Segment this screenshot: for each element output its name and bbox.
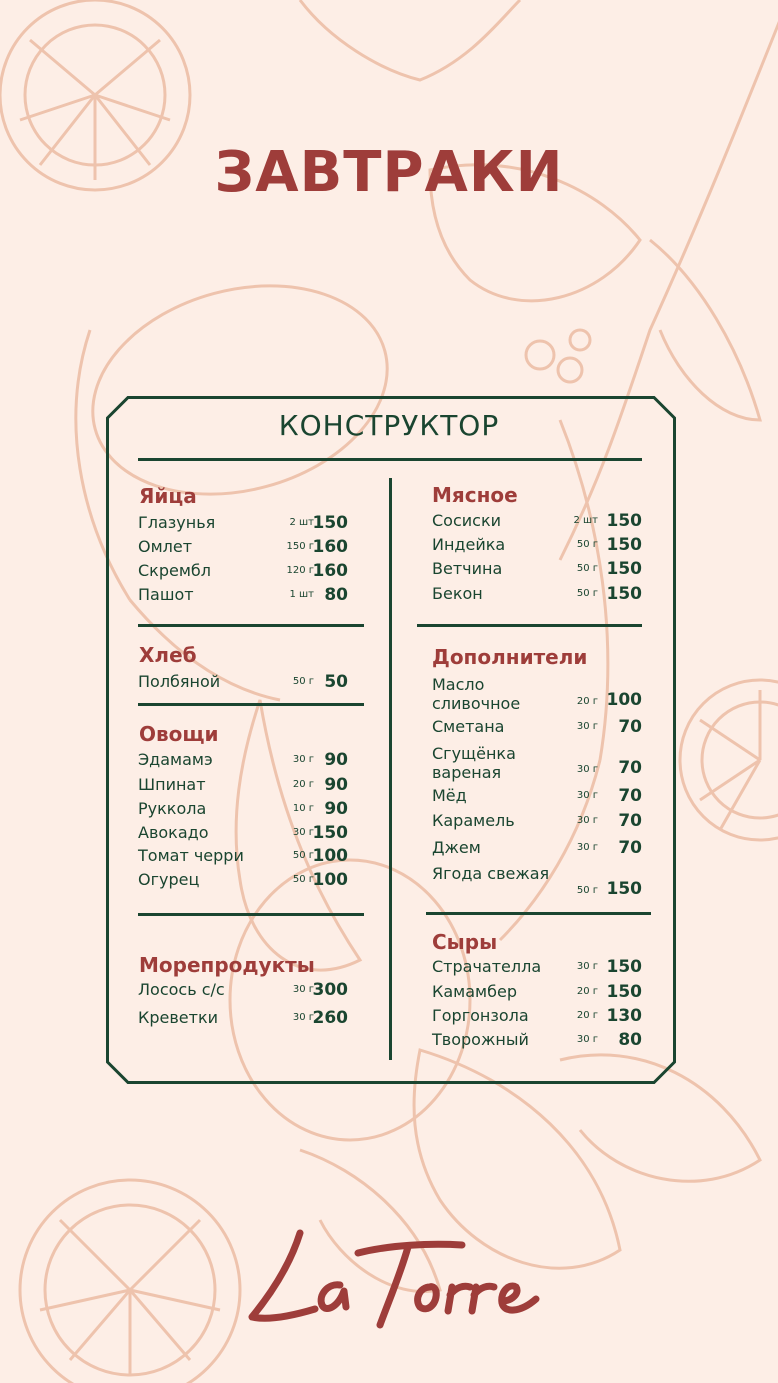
item-name: Скрембл xyxy=(138,561,211,580)
item-name: Эдамамэ xyxy=(138,750,213,769)
divider-left-1 xyxy=(138,624,364,627)
item-price: 50 xyxy=(324,672,348,692)
item-price: 100 xyxy=(312,846,348,866)
item-qty: 30 г xyxy=(576,721,598,732)
item-qty: 2 шт xyxy=(573,515,598,526)
item-price: 80 xyxy=(618,1030,642,1050)
item-name: Шпинат xyxy=(138,775,206,794)
item-qty: 120 г xyxy=(286,565,314,576)
item-qty: 50 г xyxy=(576,563,598,574)
item-name: Мёд xyxy=(432,786,467,805)
item-price: 160 xyxy=(312,537,348,557)
item-price: 70 xyxy=(618,786,642,806)
item-name: Пашот xyxy=(138,585,194,604)
item-price: 150 xyxy=(606,879,642,899)
category-extras: Дополнители xyxy=(432,645,588,669)
item-qty: 20 г xyxy=(576,696,598,707)
item-price: 90 xyxy=(324,799,348,819)
item-qty: 50 г xyxy=(292,850,314,861)
category-bread: Хлеб xyxy=(139,643,197,667)
item-qty: 30 г xyxy=(292,984,314,995)
item-qty: 30 г xyxy=(576,815,598,826)
item-name: Сгущёнка вареная xyxy=(432,744,516,782)
category-vegetables: Овощи xyxy=(139,722,219,746)
item-price: 160 xyxy=(312,561,348,581)
item-name: Огурец xyxy=(138,870,200,889)
item-name: Томат черри xyxy=(138,846,244,865)
item-name: Горгонзола xyxy=(432,1006,529,1025)
item-name: Ветчина xyxy=(432,559,503,578)
item-name: Омлет xyxy=(138,537,193,556)
item-qty: 30 г xyxy=(292,827,314,838)
item-name: Индейка xyxy=(432,535,506,554)
item-price: 150 xyxy=(312,513,348,533)
item-qty: 2 шт xyxy=(289,517,314,528)
item-price: 260 xyxy=(312,1008,348,1028)
item-price: 150 xyxy=(606,957,642,977)
column-divider xyxy=(389,478,392,1060)
item-name: Полбяной xyxy=(138,672,221,691)
item-name: Глазунья xyxy=(138,513,216,532)
item-name: Лосось с/с xyxy=(138,980,225,999)
item-qty: 20 г xyxy=(576,986,598,997)
latorre-logo xyxy=(240,1225,550,1335)
item-qty: 50 г xyxy=(292,676,314,687)
item-name: Камамбер xyxy=(432,982,517,1001)
item-qty: 20 г xyxy=(576,1010,598,1021)
item-price: 70 xyxy=(618,717,642,737)
divider-right-1 xyxy=(417,624,642,627)
item-price: 150 xyxy=(312,823,348,843)
item-qty: 50 г xyxy=(576,885,598,896)
item-qty: 10 г xyxy=(292,803,314,814)
item-price: 150 xyxy=(606,511,642,531)
divider-left-3 xyxy=(138,913,364,916)
item-qty: 20 г xyxy=(292,779,314,790)
item-name: Ягода свежая xyxy=(432,864,550,883)
category-seafood: Морепродукты xyxy=(139,953,315,977)
item-price: 150 xyxy=(606,559,642,579)
item-name: Страчателла xyxy=(432,957,542,976)
item-name: Сосиски xyxy=(432,511,502,530)
item-name: Авокадо xyxy=(138,823,209,842)
item-qty: 30 г xyxy=(576,842,598,853)
item-name: Творожный xyxy=(432,1030,529,1049)
item-qty: 30 г xyxy=(292,1012,314,1023)
item-price: 130 xyxy=(606,1006,642,1026)
item-name: Карамель xyxy=(432,811,515,830)
item-price: 300 xyxy=(312,980,348,1000)
item-price: 70 xyxy=(618,758,642,778)
item-qty: 30 г xyxy=(576,1034,598,1045)
divider-left-2 xyxy=(138,703,364,706)
item-price: 100 xyxy=(312,870,348,890)
category-eggs: Яйца xyxy=(139,484,197,508)
item-qty: 30 г xyxy=(576,790,598,801)
item-qty: 30 г xyxy=(576,961,598,972)
item-qty: 50 г xyxy=(576,539,598,550)
section-title: КОНСТРУКТОР xyxy=(278,409,500,442)
item-qty: 50 г xyxy=(292,874,314,885)
category-cheese: Сыры xyxy=(432,930,498,954)
category-meat: Мясное xyxy=(432,483,518,507)
item-name: Масло сливочное xyxy=(432,675,521,713)
item-name: Руккола xyxy=(138,799,207,818)
item-qty: 1 шт xyxy=(289,589,314,600)
item-price: 70 xyxy=(618,838,642,858)
item-qty: 30 г xyxy=(576,764,598,775)
item-name: Джем xyxy=(432,838,481,857)
item-qty: 30 г xyxy=(292,754,314,765)
item-price: 100 xyxy=(606,690,642,710)
item-price: 90 xyxy=(324,750,348,770)
item-qty: 150 г xyxy=(286,541,314,552)
item-price: 80 xyxy=(324,585,348,605)
item-name: Креветки xyxy=(138,1008,219,1027)
page-title: ЗАВТРАКИ xyxy=(214,140,564,205)
divider-top xyxy=(138,458,642,461)
item-name: Бекон xyxy=(432,584,483,603)
item-price: 150 xyxy=(606,584,642,604)
item-price: 150 xyxy=(606,982,642,1002)
divider-right-2 xyxy=(426,912,651,915)
item-price: 150 xyxy=(606,535,642,555)
item-name: Сметана xyxy=(432,717,505,736)
item-price: 90 xyxy=(324,775,348,795)
item-qty: 50 г xyxy=(576,588,598,599)
item-price: 70 xyxy=(618,811,642,831)
